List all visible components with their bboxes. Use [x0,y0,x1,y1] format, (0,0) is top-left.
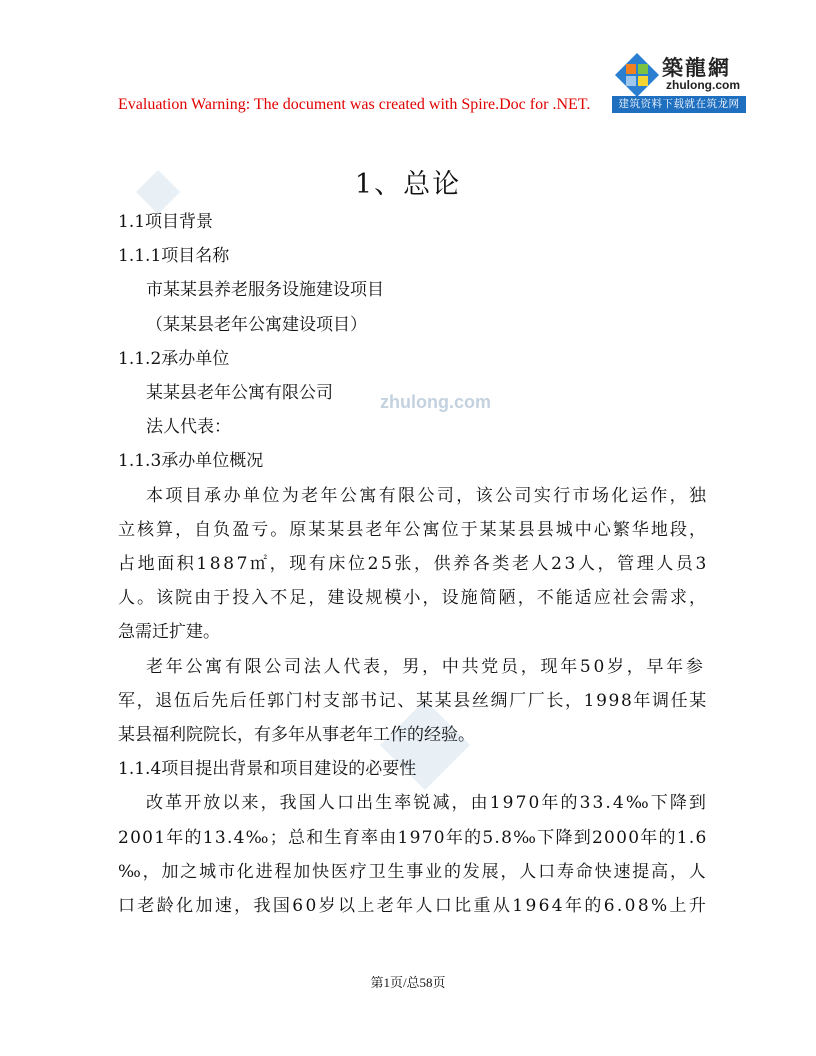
watermark-text: zhulong.com [380,392,491,412]
logo-domain: zhulong.com [666,78,740,92]
logo-diamond-icon [614,52,660,98]
logo-slogan: 建筑资料下载就在筑龙网 [612,96,746,113]
heading: 1.1.1项目名称 [118,246,230,267]
paragraph-line: 本项目承办单位为老年公寓有限公司，该公司实行市场化运作，独 [146,485,709,506]
paragraph-line: 改革开放以来，我国人口出生率锐减，由1970年的33.4‰下降到 [146,793,709,814]
heading: 1.1.2承办单位 [118,348,230,369]
heading: 1.1项目背景 [118,212,214,232]
logo-chinese: 築龍網 [662,55,731,80]
paragraph-line: 市某某县养老服务设施建设项目 [146,280,384,301]
page-footer: 第1页/总58页 [370,975,446,990]
paragraph-line: 某某县老年公寓有限公司 [146,383,333,403]
zhulong-logo [612,50,746,114]
section-title: 1、总论 [354,169,462,200]
paragraph-line: 人。该院由于投入不足，建设规模小，设施简陋，不能适应社会需求， [118,588,709,609]
paragraph-line: （某某县老年公寓建设项目） [146,314,367,335]
paragraph-line: 法人代表： [146,417,231,438]
paragraph-line: 急需迁扩建。 [118,622,220,643]
heading: 1.1.3承办单位概况 [118,451,264,472]
paragraph-line: 占地面积1887㎡，现有床位25张，供养各类老人23人，管理人员3 [118,554,709,574]
evaluation-warning: Evaluation Warning: The document was created with Spire.Doc for .NET. [118,96,591,113]
paragraph-line: 立核算，自负盈亏。原某某县老年公寓位于某某县县城中心繁华地段， [118,519,709,540]
paragraph-line: 2001年的13.4‰；总和生育率由1970年的5.8‰下降到2000年的1.6 [118,827,708,848]
paragraph-line: 老年公寓有限公司法人代表，男，中共党员，现年50岁，早年参 [146,656,706,677]
heading: 1.1.4项目提出背景和项目建设的必要性 [118,759,417,780]
paragraph-line: 军，退伍后先后任郭门村支部书记、某某县丝绸厂厂长，1998年调任某 [118,690,708,711]
paragraph-line: 某县福利院院长，有多年从事老年工作的经验。 [118,725,475,745]
paragraph-line: 口老龄化加速，我国60岁以上老年人口比重从1964年的6.08%上升 [118,896,709,916]
paragraph-line: ‰，加之城市化进程加快医疗卫生事业的发展，人口寿命快速提高，人 [118,861,708,882]
